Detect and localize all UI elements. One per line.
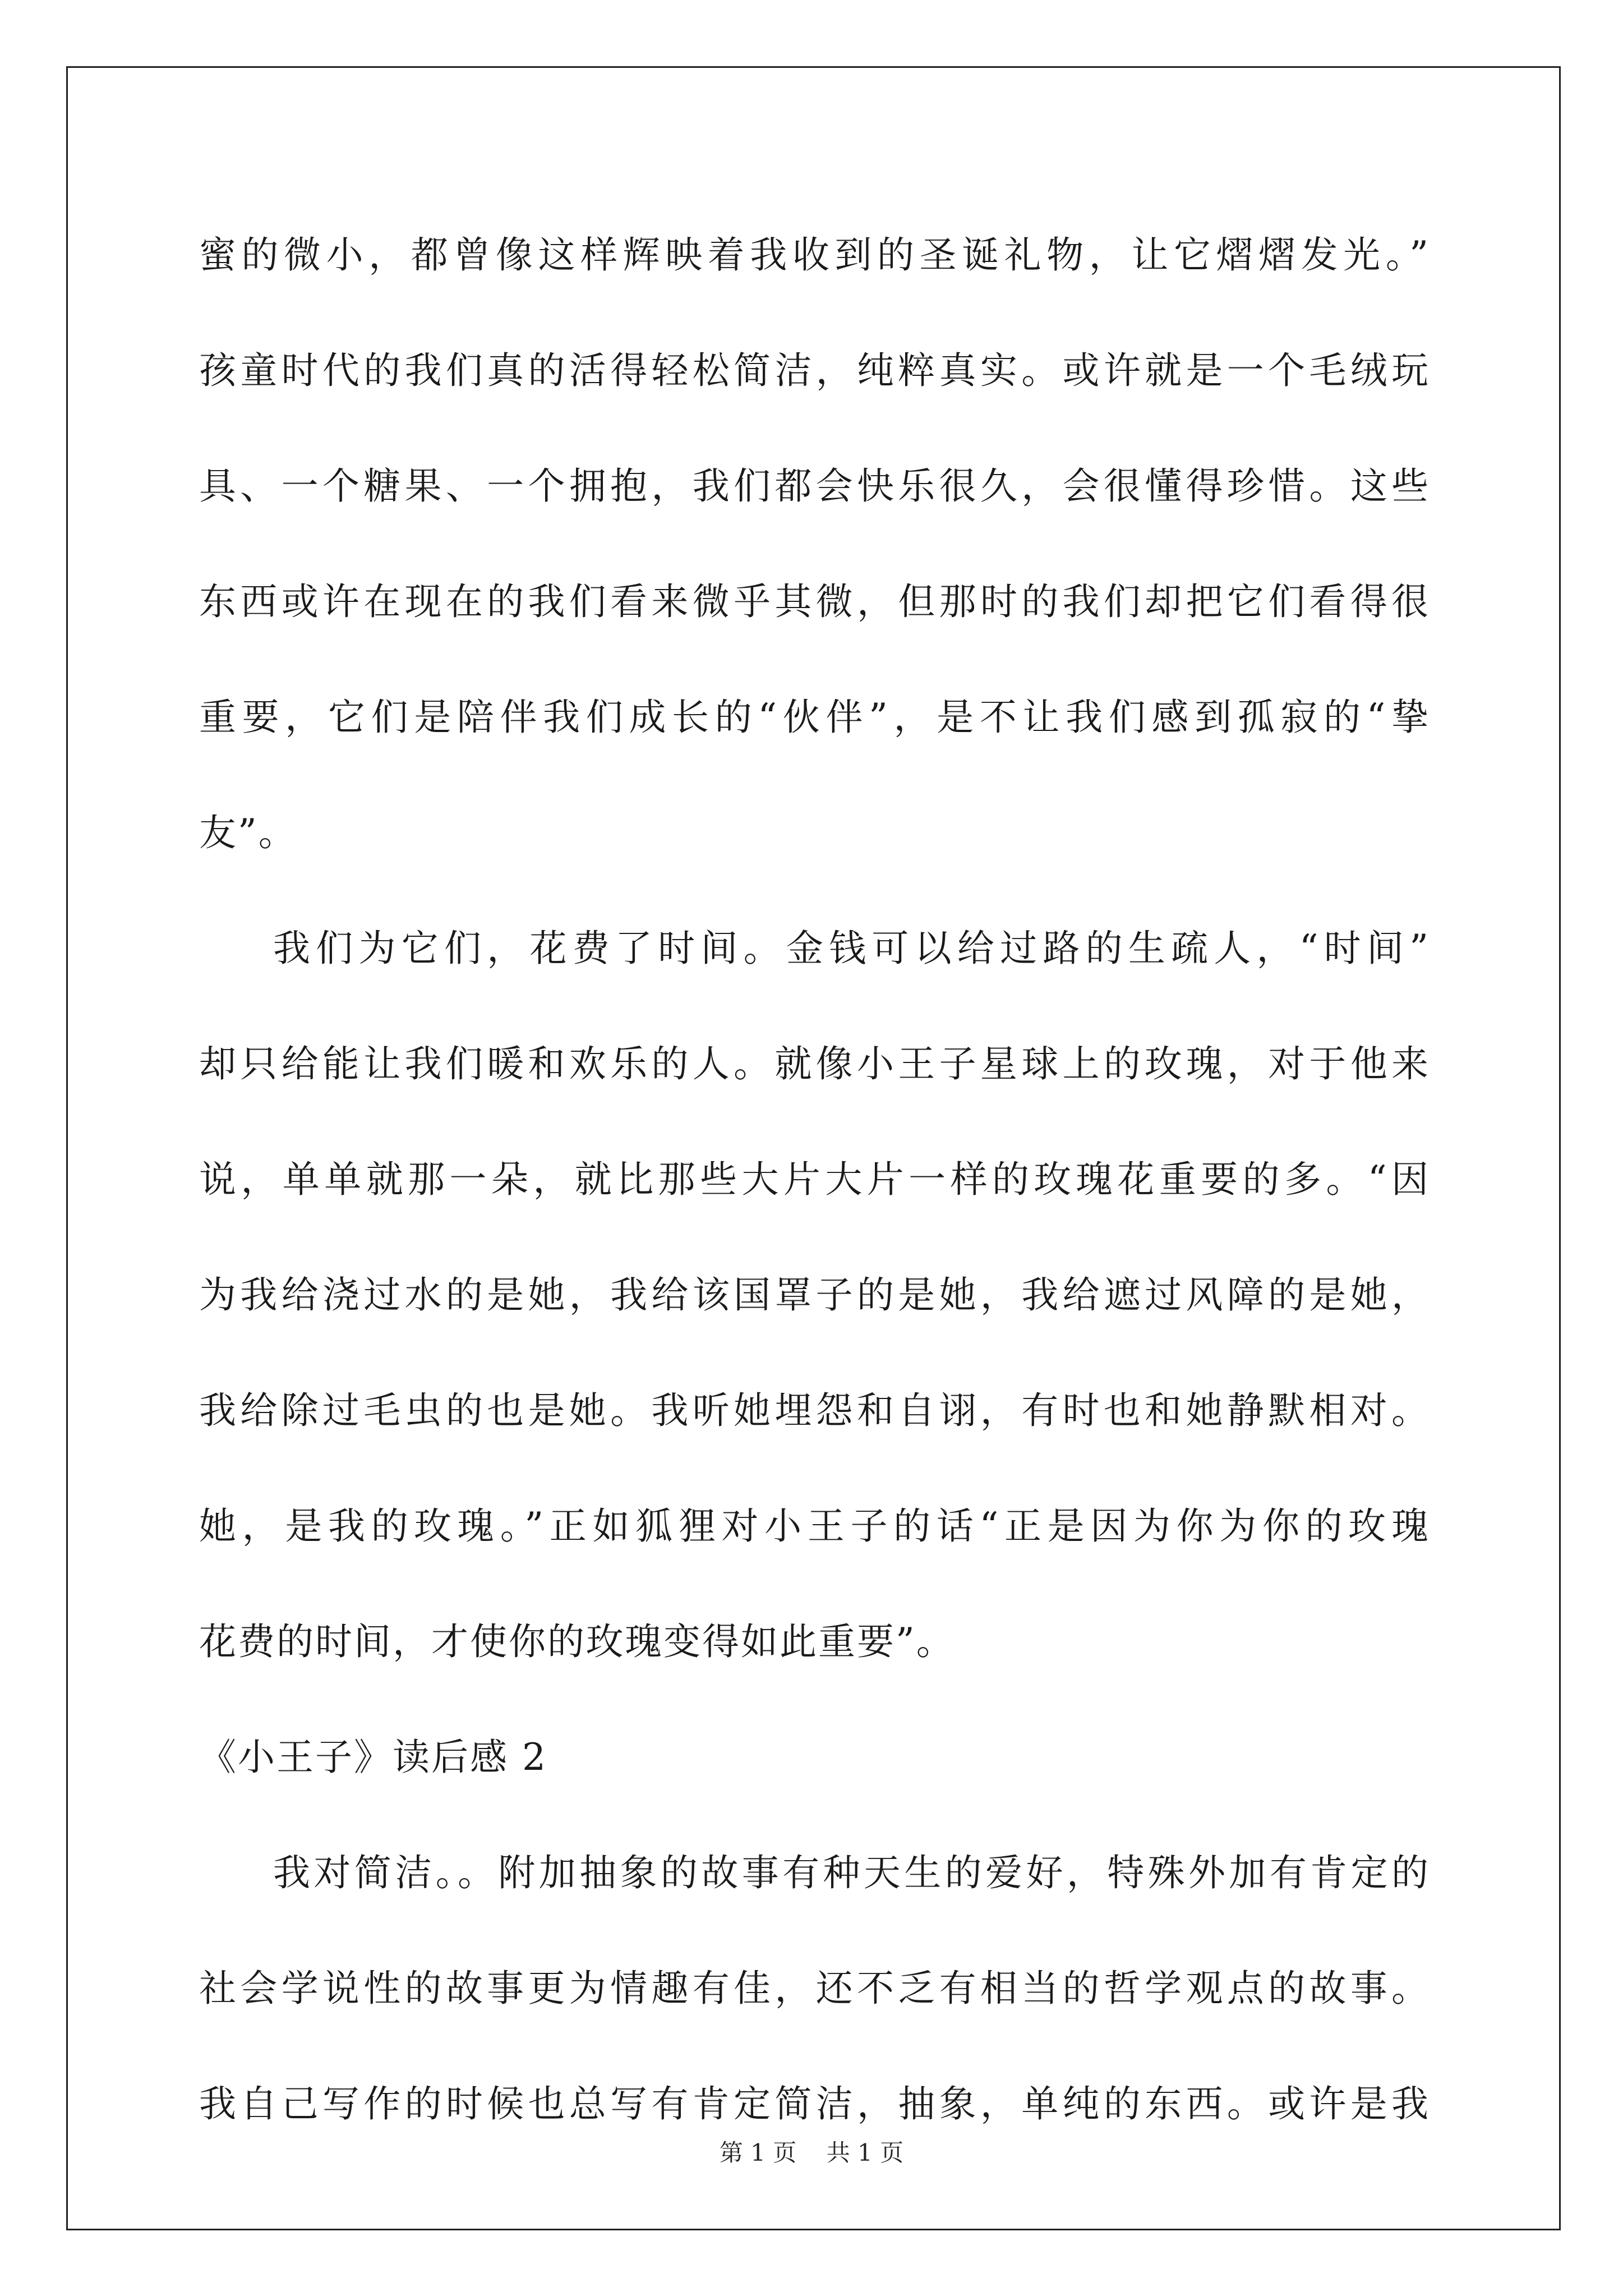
paragraph-block-1 <box>199 197 1430 1700</box>
text-line-content: 我自己写作的时候也总写有肯定简洁，抽象，单纯的东西。或许是我 <box>199 2082 1430 2125</box>
text-line <box>199 197 1430 313</box>
paragraph-block-2 <box>199 1815 1430 2162</box>
document-body <box>199 197 1430 2162</box>
text-line-content: 社会学说性的故事更为情趣有佳，还不乏有相当的哲学观点的故事。 <box>199 1967 1430 2010</box>
text-line <box>199 1931 1430 2046</box>
text-line <box>199 1469 1430 1584</box>
text-line-content: 重要，它们是陪伴我们成长的“伙伴”，是不让我们感到孤寂的“挚 <box>199 696 1430 739</box>
text-line <box>199 1237 1430 1353</box>
text-line <box>199 1122 1430 1237</box>
text-line-content: 我给除过毛虫的也是她。我听她埋怨和自诩，有时也和她静默相对。 <box>199 1389 1430 1432</box>
text-line <box>199 1815 1430 1931</box>
text-line-content: 东西或许在现在的我们看来微乎其微，但那时的我们却把它们看得很 <box>199 580 1430 623</box>
text-line-content: 孩童时代的我们真的活得轻松简洁，纯粹真实。或许就是一个毛绒玩 <box>199 349 1430 392</box>
text-line-content: 却只给能让我们暖和欢乐的人。就像小王子星球上的玫瑰，对于他来 <box>199 1042 1430 1085</box>
text-line-content: 为我给浇过水的是她，我给该国罩子的是她，我给遮过风障的是她， <box>199 1273 1430 1317</box>
text-line-content: 友”。 <box>199 811 297 854</box>
text-line <box>199 313 1430 429</box>
text-line-content: 花费的时间，才使你的玫瑰变得如此重要”。 <box>199 1620 955 1663</box>
text-line <box>199 1006 1430 1122</box>
text-line <box>199 429 1430 544</box>
text-line <box>199 544 1430 660</box>
text-line <box>199 1584 1430 1700</box>
text-line <box>199 660 1430 775</box>
text-line <box>199 1353 1430 1469</box>
section-heading: 《小王子》读后感 2 <box>199 1736 547 1779</box>
text-line-content: 蜜的微小，都曾像这样辉映着我收到的圣诞礼物，让它熠熠发光。” <box>199 233 1430 277</box>
text-line-content: 说，单单就那一朵，就比那些大片大片一样的玫瑰花重要的多。“因 <box>199 1158 1430 1201</box>
text-line-content: 我对简洁。。附加抽象的故事有种天生的爱好，特殊外加有肯定的 <box>273 1851 1430 1894</box>
text-line-content: 具、一个糖果、一个拥抱，我们都会快乐很久，会很懂得珍惜。这些 <box>199 464 1430 508</box>
text-line-content: 我们为它们，花费了时间。金钱可以给过路的生疏人，“时间” <box>273 927 1430 970</box>
text-line-content: 她，是我的玫瑰。”正如狐狸对小王子的话“正是因为你为你的玫瑰 <box>199 1504 1430 1548</box>
page-footer: 第 1 页 共 1 页 <box>719 2139 904 2166</box>
text-line <box>199 775 1430 891</box>
text-line <box>199 891 1430 1006</box>
